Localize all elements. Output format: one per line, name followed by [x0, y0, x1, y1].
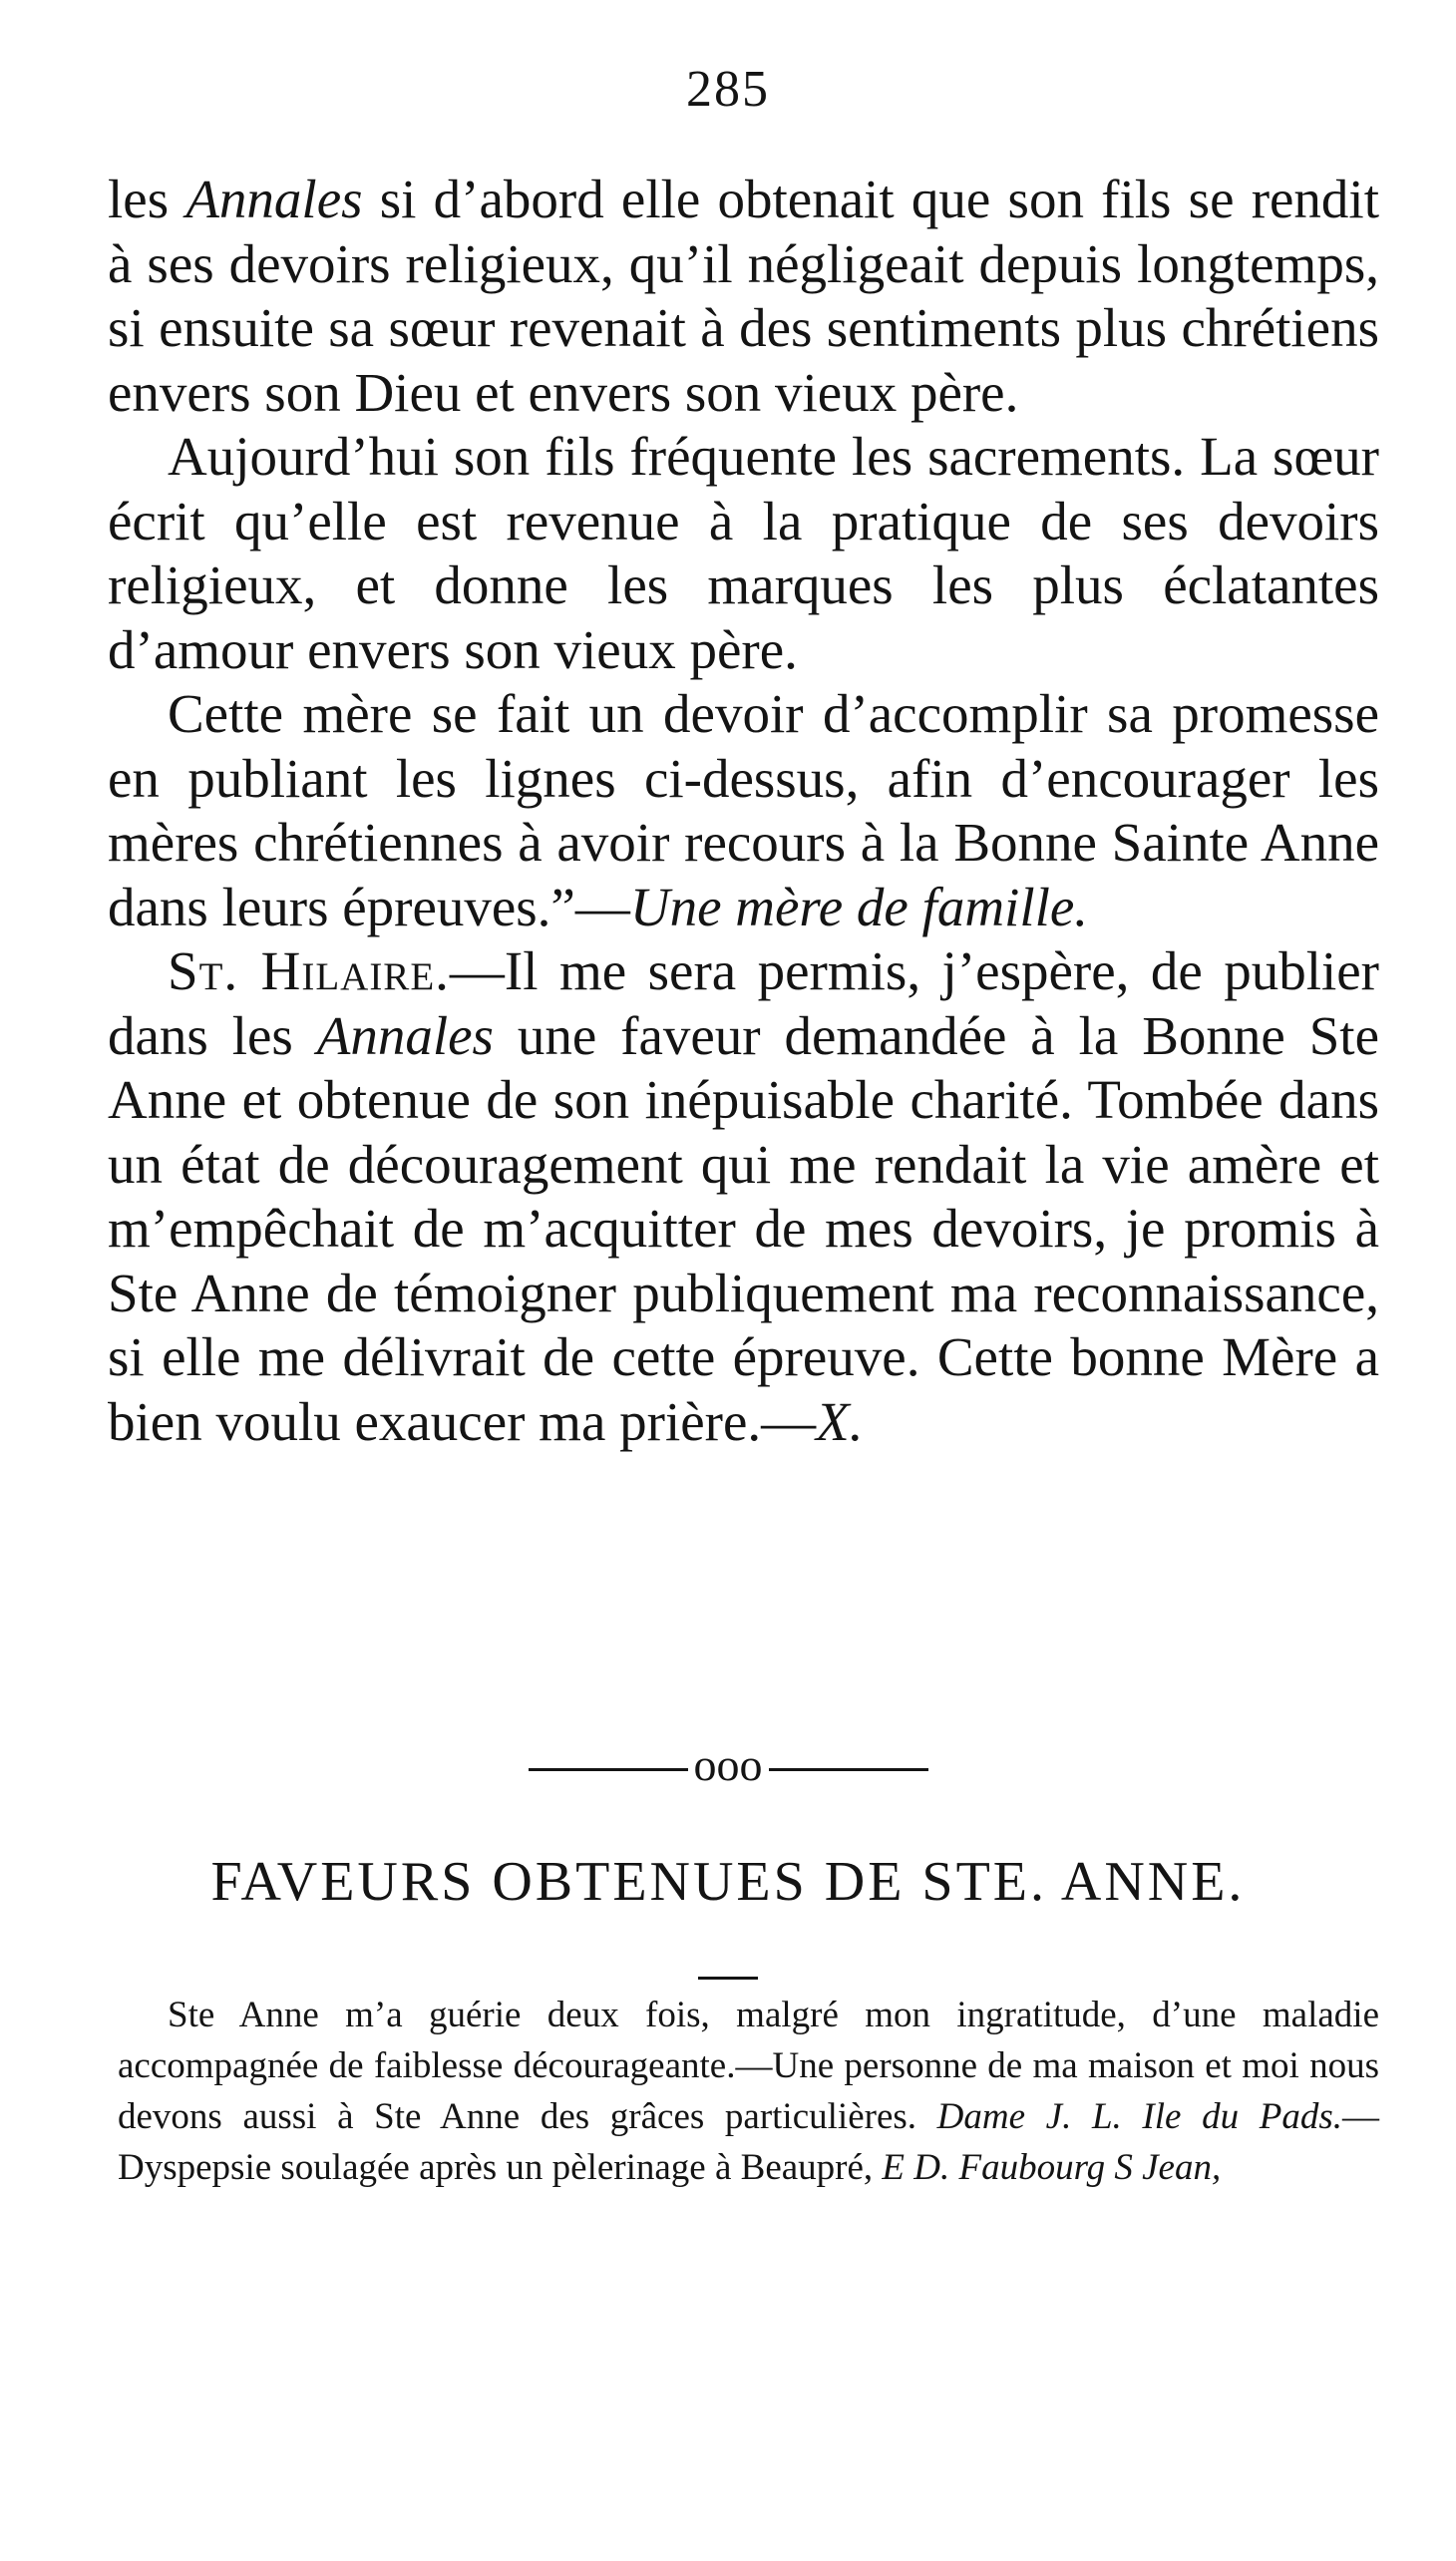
section-title: FAVEURS OBTENUES DE STE. ANNE.	[210, 1851, 1246, 1913]
signature-ed-faubourg: E D. Faubourg S Jean,	[882, 2147, 1222, 2188]
paragraph-1	[108, 168, 1379, 425]
paragraph-1-text-c: si d’abord elle obtenait que son fils se rendit à ses devoirs religieux, qu’il négligeait depuis longtemps, si ensuite sa sœur revenait à des sentiments plus chrétiens envers son Dieu et envers son vieux père.	[108, 169, 1379, 423]
signature-dame-jl: Dame J. L. Ile du Pads.	[936, 2096, 1342, 2137]
signature-mere-de-famille: Une mère de famille.	[629, 876, 1089, 937]
annales-title-italic: Annales	[185, 169, 363, 229]
paragraph-2: Aujourd’hui son fils fréquente les sacrements. La sœur écrit qu’elle est revenue à la pratique de ses devoirs religieux, et donne les marques les plus éclatantes d’amour envers son vieux père.	[108, 426, 1379, 680]
paragraph-4-text-d: une faveur demandée à la Bonne Ste Anne et obtenue de son inépuisable charité. Tombée dans un état de découragement qui me rendait la vie amère et m’empêchait de m’acquitter de mes devoirs, je promis à Ste Anne de témoigner publiquement ma reconnaissance, si elle me délivrait de cette épreuve. Cette bonne Mère a bien voulu exaucer ma prière.—	[108, 1004, 1379, 1452]
divider-ooo: ooo	[693, 1739, 763, 1790]
page-number: 285	[686, 61, 770, 118]
body-text	[108, 168, 1379, 1454]
paragraph-4	[108, 939, 1379, 1454]
paragraph-1-text-a: les	[108, 169, 186, 229]
section-divider-ornament	[0, 1735, 1456, 1795]
paragraph-3	[108, 682, 1379, 939]
paragraph-4-text-b: —Il me sera permis, j’espère, de publier dans les	[108, 940, 1379, 1066]
small-paragraph	[118, 1990, 1379, 2193]
paragraph-3-text: Cette mère se fait un devoir d’accomplir sa promesse en publiant les lignes ci-dessus, afin d’encourager les mères chrétiennes à avoir recours à la Bonne Sainte Anne dans leurs épreuves.”—	[108, 683, 1379, 937]
small-paragraph-text-c: —Dyspepsie soulagée après un pèlerinage à Beaupré,	[118, 2096, 1379, 2188]
title-underline-rule	[698, 1977, 758, 1980]
divider-rule-right	[769, 1768, 928, 1771]
signature-x: X.	[816, 1390, 864, 1452]
small-paragraph-text-a: Ste Anne m’a guérie deux fois, malgré mon ingratitude, d’une maladie accompagnée de faiblesse décourageante.—Une personne de ma maison et moi nous devons aussi à Ste Anne des grâces particulières.	[118, 1995, 1379, 2137]
place-name-st-hilaire: St. Hilaire.	[168, 940, 450, 1001]
small-print-paragraph	[118, 1990, 1379, 2193]
divider-rule-left	[529, 1768, 688, 1771]
annales-title-italic-2: Annales	[316, 1004, 494, 1066]
